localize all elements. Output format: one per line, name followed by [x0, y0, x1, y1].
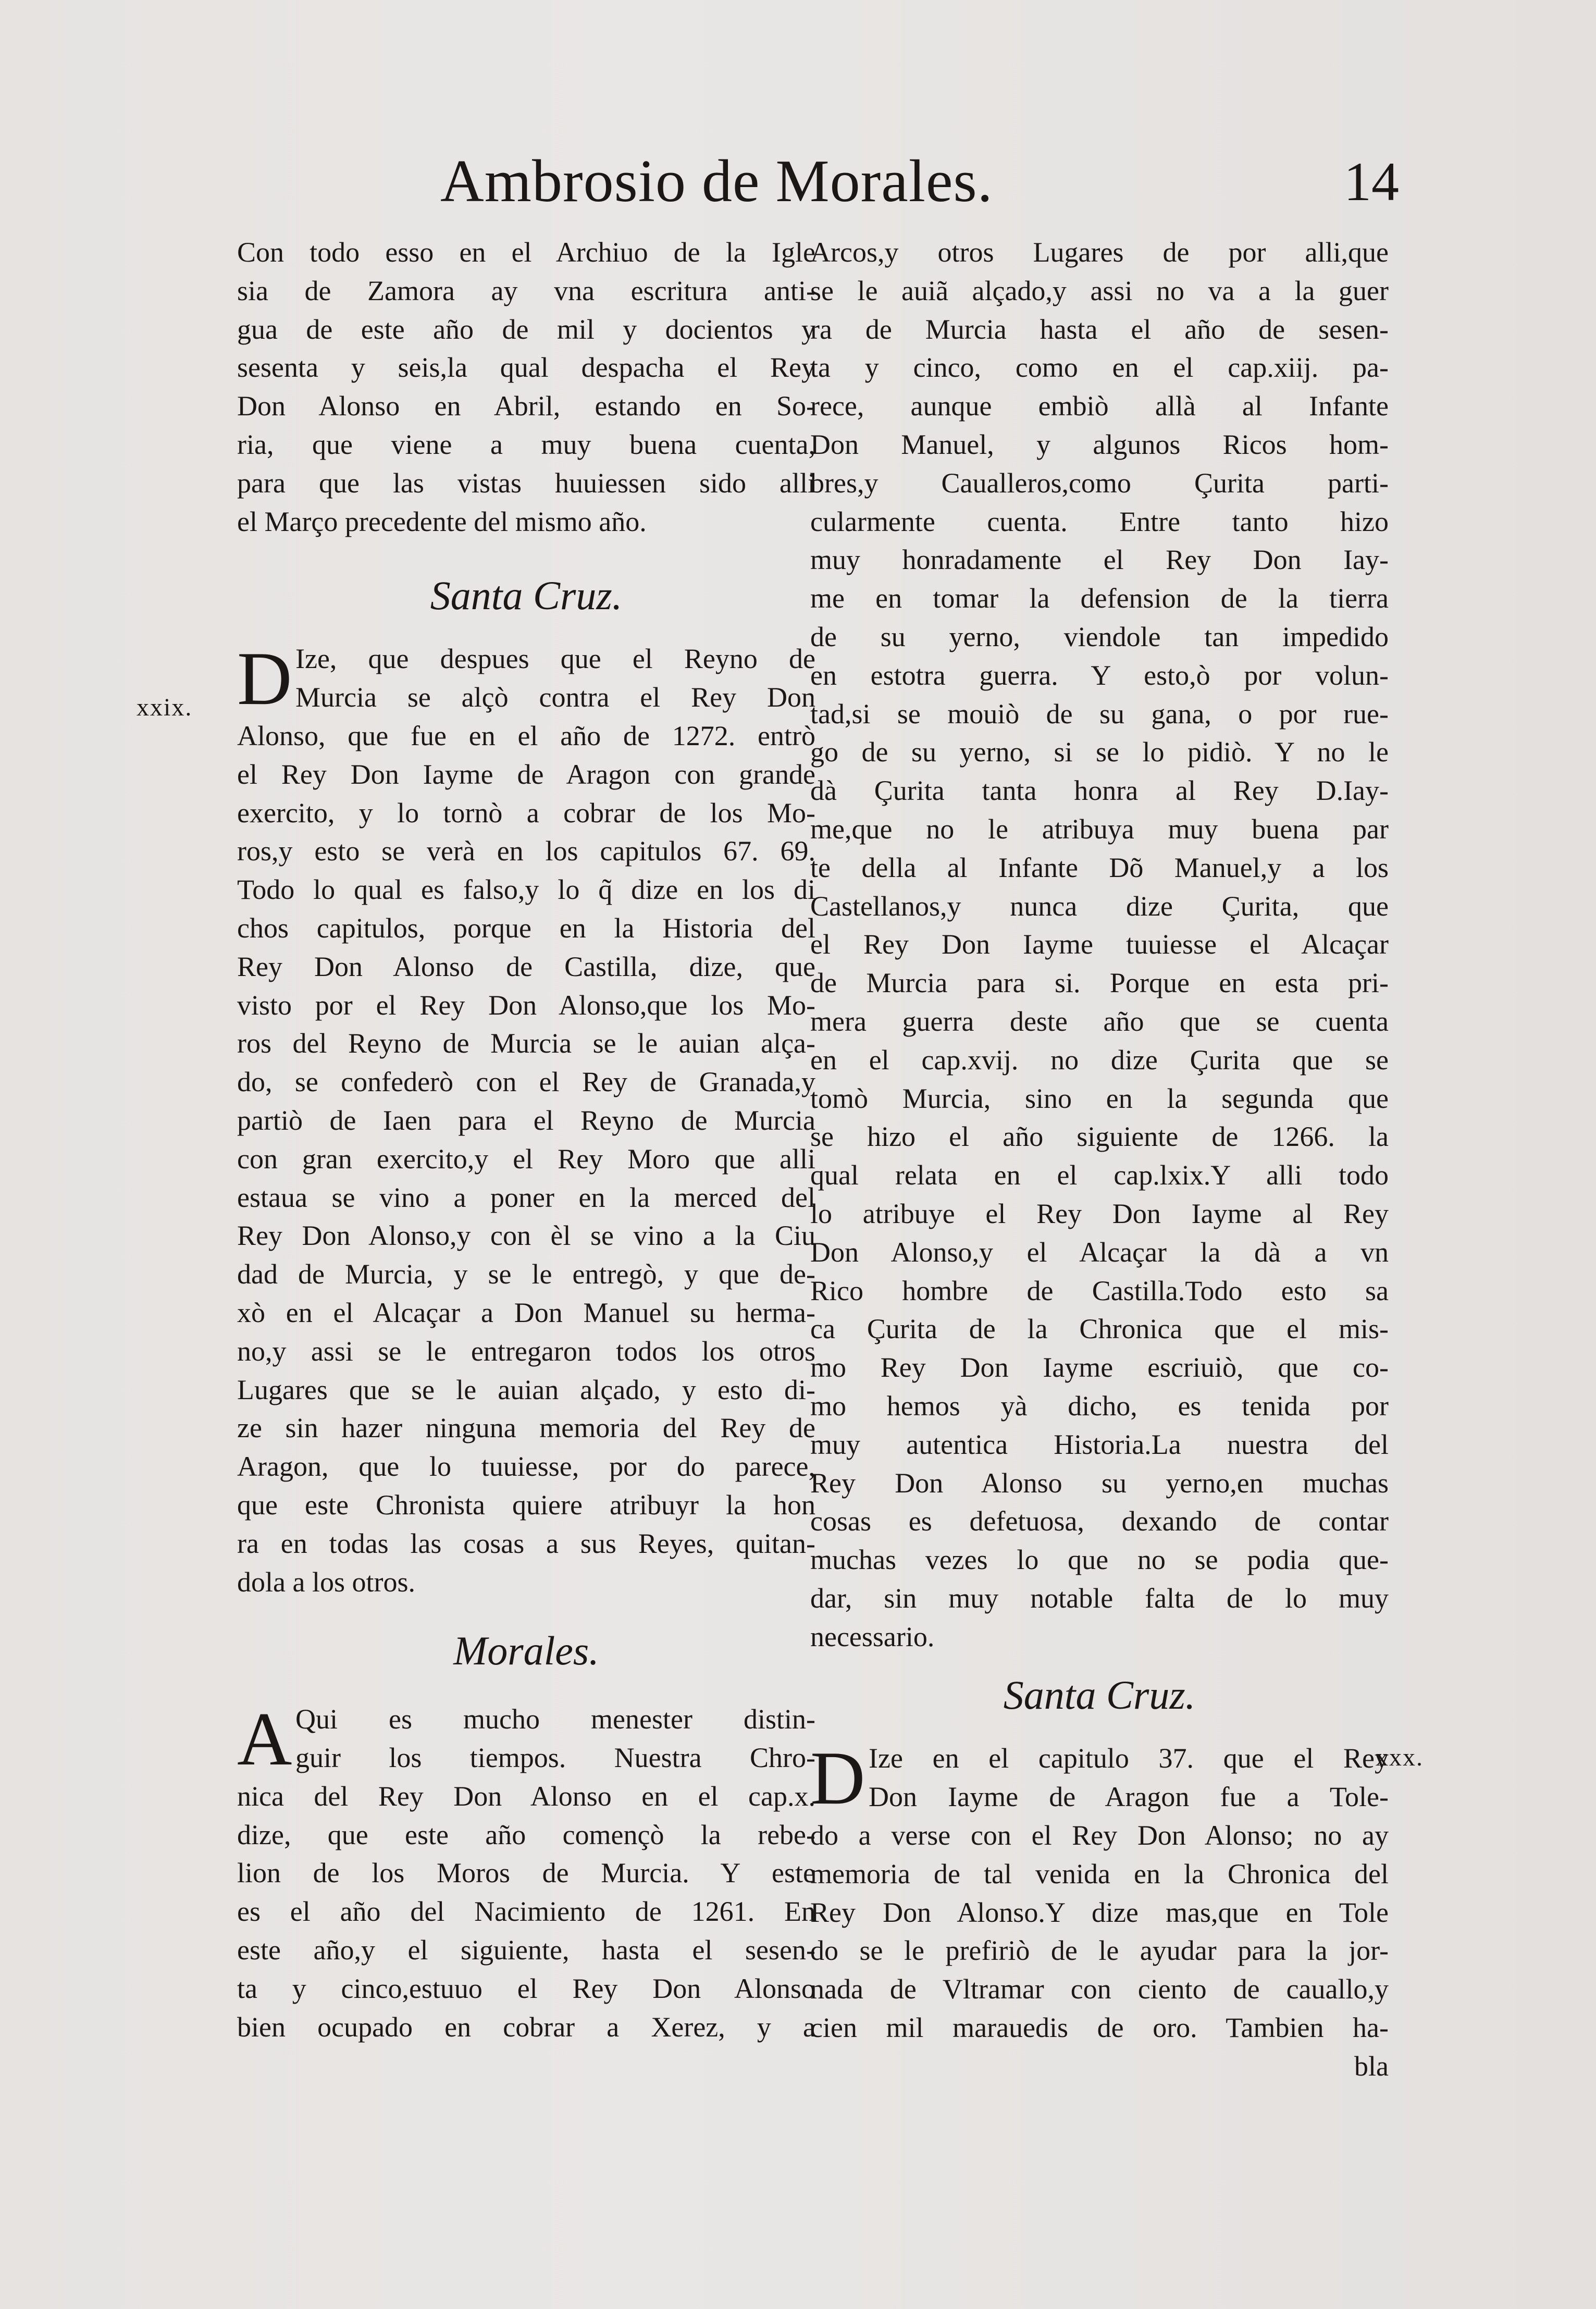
- text-line: se hizo el año siguiente de 1266. la: [810, 1121, 1389, 1153]
- text-line: Rey Don Alonso,y con èl se vino a la Ciu: [237, 1220, 815, 1252]
- text-line: Don Iayme de Aragon fue a Tole-: [869, 1781, 1389, 1813]
- right-opening-paragraph: [810, 233, 1389, 1656]
- text-line: do se le prefiriò de le ayudar para la jor-: [810, 1935, 1389, 1967]
- left-opening-paragraph: [237, 233, 815, 541]
- text-line: Alonso, que fue en el año de 1272. entrò: [237, 720, 815, 751]
- text-line: dar, sin muy notable falta de lo muy: [810, 1582, 1389, 1614]
- left-column: [237, 233, 815, 2046]
- text-line: necessario.: [810, 1621, 935, 1652]
- text-line: de Murcia para si. Porque en esta pri-: [810, 967, 1389, 999]
- text-line: muchas vezes lo que no se podia que-: [810, 1544, 1389, 1576]
- text-line: ria, que viene a muy buena cuenta,: [237, 428, 815, 460]
- text-line: se le auiã alçado,y assi no va a la guer: [810, 275, 1389, 306]
- text-line: guir los tiempos. Nuestra Chro-: [295, 1742, 815, 1774]
- text-line: mo Rey Don Iayme escriuiò, que co-: [810, 1352, 1389, 1384]
- page-header: [440, 147, 1399, 230]
- text-line: Ize en el capitulo 37. que el Rey: [869, 1743, 1389, 1774]
- text-line: ros del Reyno de Murcia se le auian alça-: [237, 1028, 815, 1059]
- text-line: Don Alonso en Abril, estando en So-: [237, 390, 815, 422]
- text-line: me,que no le atribuya muy buena par: [810, 813, 1389, 845]
- section-heading: Santa Cruz.: [430, 573, 623, 619]
- text-line: bres,y Caualleros,como Çurita parti-: [810, 467, 1389, 499]
- margin-note-left: xxix.: [137, 694, 193, 721]
- text-line: sesenta y seis,la qual despacha el Rey: [237, 352, 815, 384]
- drop-initial: D: [810, 1736, 865, 1821]
- text-line: mera guerra deste año que se cuenta: [810, 1005, 1389, 1037]
- text-line: Rey Don Alonso su yerno,en muchas: [810, 1467, 1389, 1499]
- text-line: ze sin hazer ninguna memoria del Rey de: [237, 1412, 815, 1444]
- text-line: ra de Murcia hasta el año de sesen-: [810, 313, 1389, 345]
- text-line: me en tomar la defension de la tierra: [810, 583, 1389, 614]
- page-number: 14: [1344, 151, 1399, 212]
- text-line: Murcia se alçò contra el Rey Don: [295, 682, 815, 713]
- text-line: dad de Murcia, y se le entregò, y que de-: [237, 1258, 815, 1290]
- text-line: qual relata en el cap.lxix.Y alli todo: [810, 1159, 1389, 1191]
- text-line: Lugares que se le auian alçado, y esto di-: [237, 1374, 815, 1405]
- text-line: cien mil marauedis de oro. Tambien ha-: [810, 2012, 1389, 2044]
- text-line: Rey Don Alonso.Y dize mas,que en Tole: [810, 1896, 1389, 1928]
- text-line: mo hemos yà dicho, es tenida por: [810, 1390, 1389, 1422]
- drop-initial: D: [237, 636, 292, 721]
- text-line: Don Manuel, y algunos Ricos hom-: [810, 428, 1389, 460]
- section-santa-cruz-1: [237, 636, 815, 1601]
- section-heading: Santa Cruz.: [1003, 1672, 1196, 1718]
- text-line: lo atribuye el Rey Don Iayme al Rey: [810, 1197, 1389, 1229]
- text-line: Arcos,y otros Lugares de por alli,que: [810, 237, 1389, 268]
- text-line: que este Chronista quiere atribuyr la hon: [237, 1489, 815, 1521]
- text-line: do, se confederò con el Rey de Granada,y: [237, 1066, 815, 1098]
- text-line: lion de los Moros de Murcia. Y este: [237, 1857, 815, 1889]
- text-line: chos capitulos, porque en la Historia del: [237, 912, 815, 944]
- text-line: muy autentica Historia.La nuestra del: [810, 1428, 1389, 1460]
- text-line: dize, que este año començò la rebe-: [237, 1819, 815, 1850]
- text-line: gua de este año de mil y docientos y: [237, 313, 815, 345]
- text-line: el Rey Don Iayme tuuiesse el Alcaçar: [810, 929, 1389, 960]
- section-morales: [237, 1697, 815, 2046]
- text-line: con gran exercito,y el Rey Moro que alli: [237, 1143, 815, 1175]
- text-line: el Março precedente del mismo año.: [237, 505, 647, 537]
- text-line: en el cap.xvij. no dize Çurita que se: [810, 1044, 1389, 1076]
- text-line: do a verse con el Rey Don Alonso; no ay: [810, 1820, 1389, 1851]
- text-line: nica del Rey Don Alonso en el cap.x.: [237, 1780, 815, 1812]
- text-line: visto por el Rey Don Alonso,que los Mo-: [237, 989, 815, 1021]
- text-line: en estotra guerra. Y esto,ò por volun-: [810, 659, 1389, 691]
- text-line: el Rey Don Iayme de Aragon con grande: [237, 758, 815, 790]
- text-line: Rico hombre de Castilla.Todo esto sa: [810, 1275, 1389, 1306]
- text-line: ca Çurita de la Chronica que el mis-: [810, 1313, 1389, 1345]
- text-line: ta y cinco, como en el cap.xiij. pa-: [810, 352, 1389, 384]
- section-santa-cruz-2: [810, 1736, 1389, 2085]
- text-line: bien ocupado en cobrar a Xerez, y a: [237, 2011, 815, 2043]
- text-line: tomò Murcia, sino en la segunda que: [810, 1082, 1389, 1114]
- text-line: para que las vistas huuiessen sido alli: [237, 467, 815, 499]
- text-line: sia de Zamora ay vna escritura anti-: [237, 275, 815, 306]
- text-line: no,y assi se le entregaron todos los otros: [237, 1335, 815, 1367]
- text-line: Todo lo qual es falso,y lo q̃ dize en los di: [237, 874, 815, 906]
- margin-note-right: xxx.: [1376, 1744, 1424, 1771]
- text-line: muy honradamente el Rey Don Iay-: [810, 544, 1389, 576]
- text-line: este año,y el siguiente, hasta el sesen-: [237, 1934, 815, 1966]
- text-line: tad,si se mouiò de su gana, o por rue-: [810, 698, 1389, 730]
- catchword: bla: [1354, 2050, 1389, 2082]
- text-line: ros,y esto se verà en los capitulos 67. 69.: [237, 835, 815, 867]
- text-line: de su yerno, viendole tan impedido: [810, 621, 1389, 652]
- text-line: memoria de tal venida en la Chronica del: [810, 1858, 1389, 1890]
- text-line: ta y cinco,estuuo el Rey Don Alonso: [237, 1972, 815, 2004]
- text-line: cosas es defetuosa, dexando de contar: [810, 1505, 1389, 1537]
- text-line: exercito, y lo tornò a cobrar de los Mo-: [237, 797, 815, 829]
- text-line: dà Çurita tanta honra al Rey D.Iay-: [810, 775, 1389, 807]
- text-line: go de su yerno, si se lo pidiò. Y no le: [810, 736, 1389, 768]
- text-line: dola a los otros.: [237, 1566, 415, 1598]
- text-line: Ize, que despues que el Reyno de: [295, 643, 815, 675]
- drop-initial: A: [237, 1697, 292, 1782]
- text-line: Rey Don Alonso de Castilla, dize, que: [237, 950, 815, 982]
- text-line: estaua se vino a poner en la merced del: [237, 1181, 815, 1213]
- text-line: es el año del Nacimiento de 1261. En: [237, 1896, 815, 1928]
- text-line: Castellanos,y nunca dize Çurita, que: [810, 890, 1389, 922]
- text-line: Con todo esso en el Archiuo de la Igle: [237, 237, 815, 268]
- text-line: Qui es mucho menester distin-: [295, 1703, 815, 1735]
- running-title: Ambrosio de Morales.: [440, 148, 993, 215]
- text-line: nada de Vltramar con ciento de cauallo,y: [810, 1973, 1389, 2005]
- text-line: partiò de Iaen para el Reyno de Murcia: [237, 1104, 815, 1136]
- text-line: ra en todas las cosas a sus Reyes, quitan-: [237, 1527, 815, 1559]
- text-line: Aragon, que lo tuuiesse, por do parece,: [237, 1451, 815, 1483]
- text-line: te della al Infante Dõ Manuel,y a los: [810, 851, 1389, 883]
- right-column: [810, 233, 1389, 2086]
- text-line: rece, aunque embiò allà al Infante: [810, 390, 1389, 422]
- text-line: xò en el Alcaçar a Don Manuel su herma-: [237, 1297, 815, 1328]
- section-heading: Morales.: [453, 1628, 599, 1674]
- text-line: Don Alonso,y el Alcaçar la dà a vn: [810, 1236, 1389, 1268]
- text-line: cularmente cuenta. Entre tanto hizo: [810, 505, 1389, 537]
